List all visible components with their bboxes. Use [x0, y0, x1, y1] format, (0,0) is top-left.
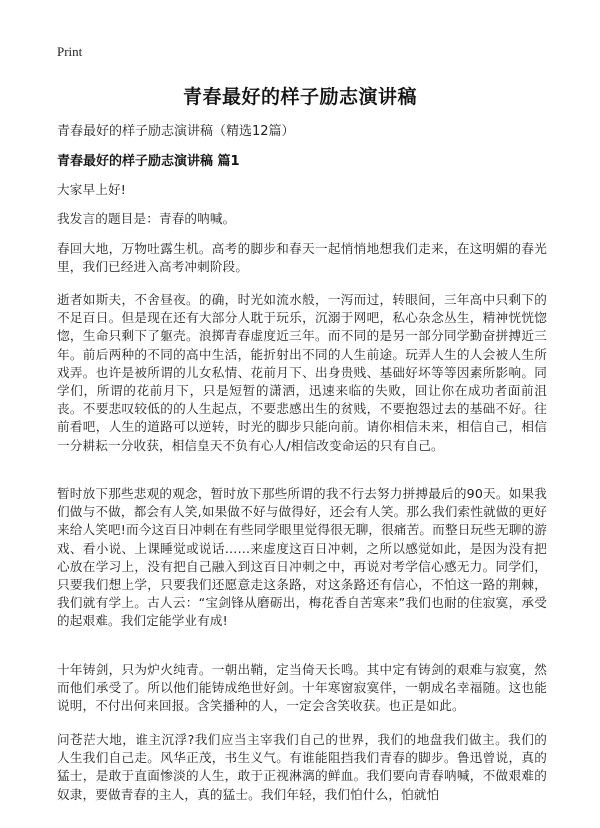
paragraph: 暂时放下那些悲观的观念，暂时放下那些所谓的我不行去努力拼搏最后的90天。如果我们做与不做，都会有人笑,如果做不好与做得好，还会有人笑。那么我们索性就做的更好来给人笑吧!而今这百日冲刺在有些同学眼里觉得很无聊，很痛苦。而整日玩些无聊的游戏、看小说、上课睡觉或说话……来虚度这百日冲刺，之所以感觉如此，是因为没有把心放在学习上，没有把自己融入到这百日冲刺之中，再说对考学信心感无力。同学们，只要我们想上学，只要我们还愿意走这条路，对这条路还有信心，不怕这一路的荆棘，我们就有学上。古人云：“宝剑锋从磨砺出，梅花香自苦寒来”我们也耐的住寂寞，承受的起艰难。我们定能学业有成!: [57, 486, 547, 629]
page-title: 青春最好的样子励志演讲稿: [182, 86, 417, 108]
paragraph: 春回大地，万物吐露生机。高考的脚步和春天一起悄悄地想我们走来，在这明媚的春光里，我们已经进入高考冲刺阶段。: [57, 241, 547, 275]
paragraph-topic: 我发言的题目是：青春的呐喊。: [57, 211, 236, 226]
section-heading: 青春最好的样子励志演讲稿 篇1: [57, 154, 240, 169]
document-subtitle: 青春最好的样子励志演讲稿（精选12篇）: [57, 124, 295, 139]
paragraph: 十年铸剑，只为炉火纯青。一朝出鞘，定当倚天长鸣。其中定有铸剑的艰难与寂寞，然而他们承受了。所以他们能铸成绝世好剑。十年寒窗寂寞伴，一朝成名幸福随。这也能说明，不付出何来回报。含笑播种的人，一定会含笑收获。也正是如此。: [57, 662, 547, 714]
paragraph-greeting: 大家早上好!: [57, 182, 126, 197]
print-link[interactable]: Print: [57, 44, 83, 59]
paragraph: 问苍茫大地，谁主沉浮?我们应当主宰我们自己的世界，我们的地盘我们做主。我们的人生我们自己走。风华正茂，书生义气。有谁能阻挡我们青春的脚步。鲁迅曾说，真的猛士，是敢于直面惨淡的人生，敢于正视淋漓的鲜血。我们要向青春呐喊，不做艰难的奴隶，要做青春的主人，真的猛士。我们年轻，我们怕什么，怕就怕: [57, 732, 547, 802]
paragraph: 逝者如斯夫，不舍昼夜。的确，时光如流水般，一泻而过，转眼间，三年高中只剩下的不足百日。但是现在还有大部分人耽于玩乐，沉溺于网吧，私心杂念丛生，精神恍恍惚惚，生命只剩下了躯壳。浪掷青春虚度近三年。而不同的是另一部分同学勤奋拼搏近三年。前后两种的不同的高中生活，能折射出不同的人生前途。玩弄人生的人会被人生所戏弄。也许是被所谓的儿女私情、花前月下、出身贵贱、基础好坏等等因素所影响。同学们，所谓的花前月下，只是短暂的潇洒，迅速来临的失败，回让你在成功者面前沮丧。不要悲叹较低的的人生起点，不要悲感出生的贫贱，不要抱怨过去的基础不好。往前看吧，人生的道路可以逆转，时光的脚步只能向前。请你相信未来，相信自己，相信一分耕耘一分收获，相信皇天不负有心人/相信改变命运的只有自己。: [57, 292, 547, 453]
